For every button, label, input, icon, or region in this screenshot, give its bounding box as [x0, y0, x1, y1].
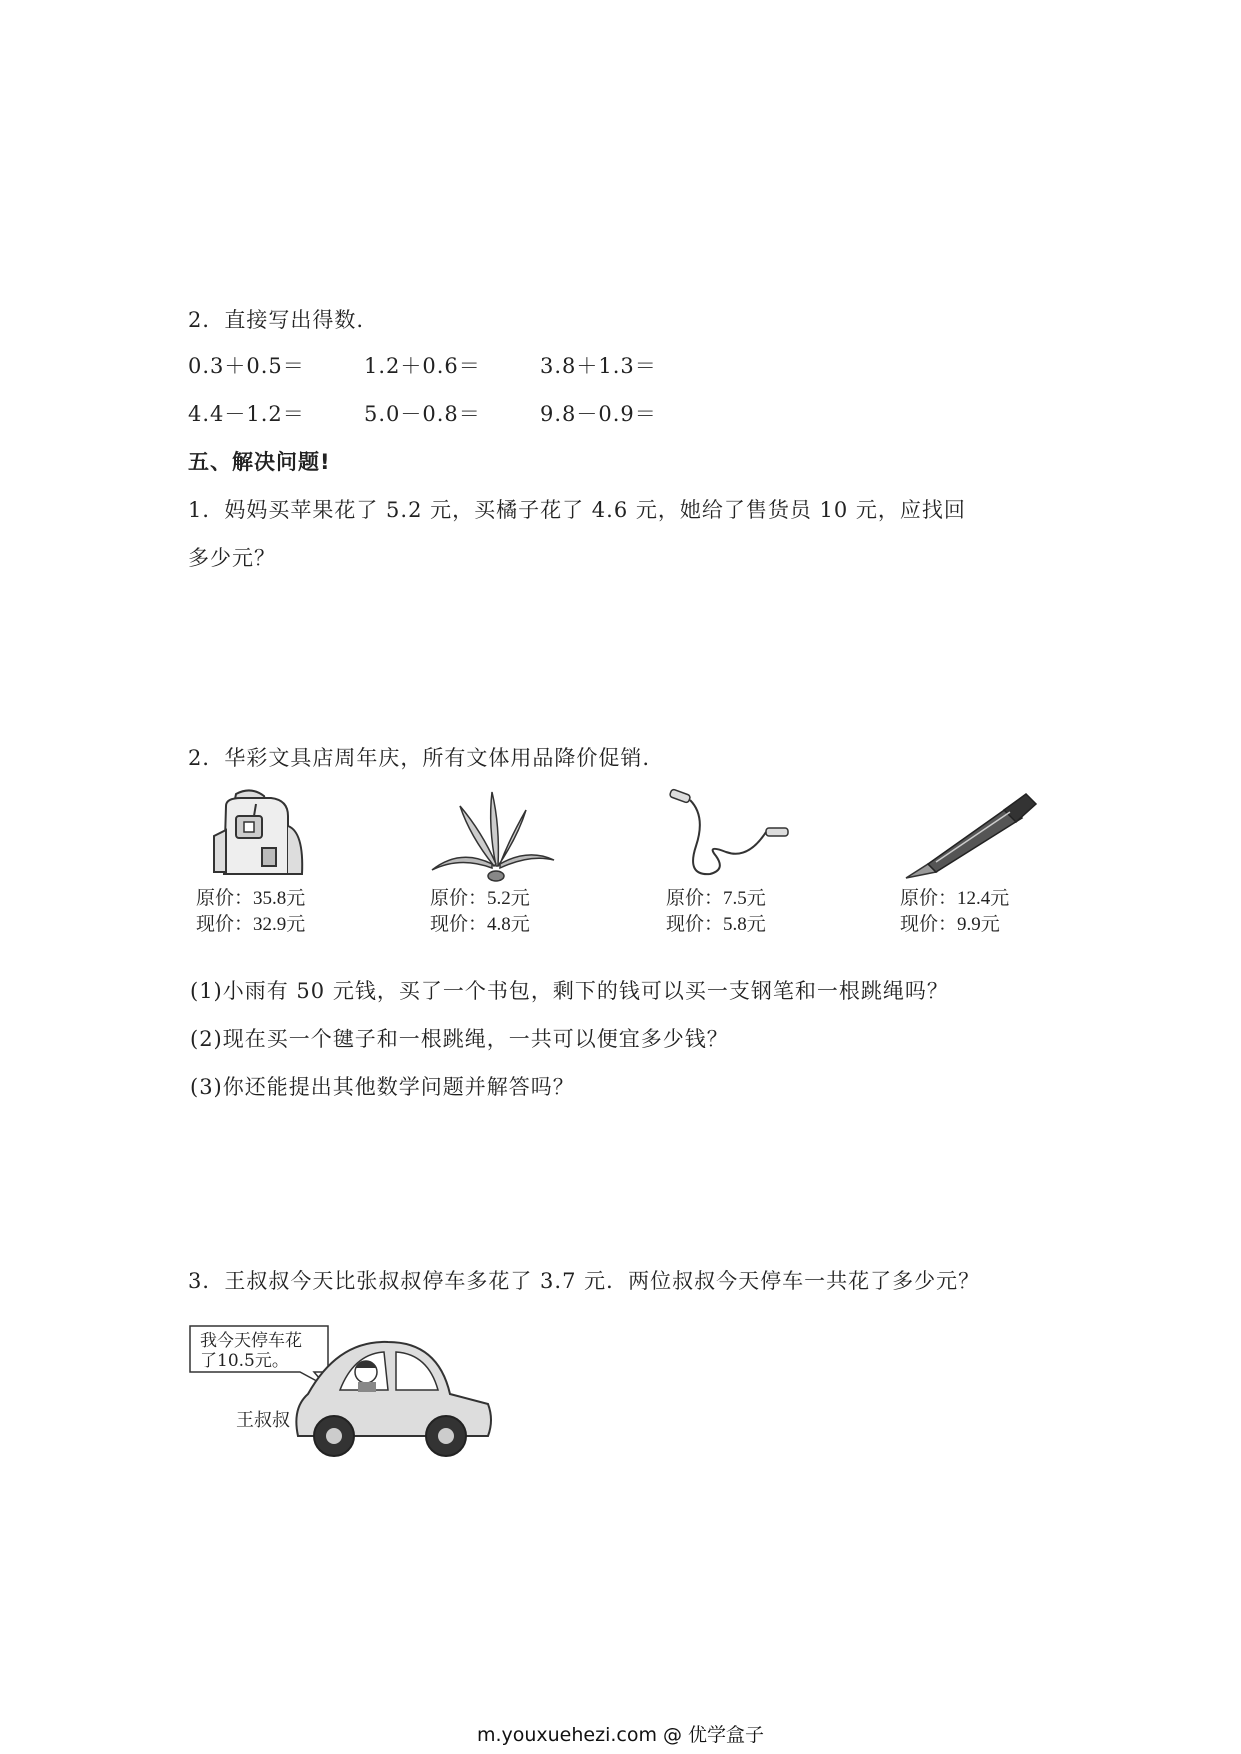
math-item: 3.8＋1.3＝ [540, 354, 657, 378]
speech-line-2: 了10.5元。 [200, 1351, 289, 1371]
question-3-title: 3．王叔叔今天比张叔叔停车多花了 3.7 元．两位叔叔今天停车一共花了多少元？ [188, 1269, 981, 1293]
mental-math-title: 2．直接写出得数. [188, 308, 365, 332]
math-item: 5.0－0.8＝ [364, 402, 481, 426]
original-price: 原价：7.5元 [666, 888, 766, 909]
car-illustration [188, 1324, 498, 1468]
math-item: 0.3＋0.5＝ [188, 354, 305, 378]
question-2-sub-2: (2)现在买一个毽子和一根跳绳，一共可以便宜多少钱？ [190, 1027, 729, 1051]
car-scene-icon [188, 1324, 498, 1464]
current-price: 现价：5.8元 [666, 914, 766, 935]
current-price: 现价：32.9元 [196, 914, 306, 935]
product-shuttlecock [430, 786, 590, 938]
question-2-sub-3: (3)你还能提出其他数学问题并解答吗？ [190, 1075, 575, 1099]
car-label: 王叔叔 [236, 1410, 290, 1431]
math-item: 4.4－1.2＝ [188, 402, 305, 426]
section-heading: 五、解决问题! [188, 450, 331, 474]
question-1-line-2: 多少元？ [188, 546, 276, 570]
product-jump-rope [666, 786, 826, 938]
footer-watermark: m.youxuehezi.com @ 优学盒子 [476, 1724, 765, 1746]
product-backpack [196, 786, 356, 938]
original-price: 原价：5.2元 [430, 888, 530, 909]
current-price: 现价：4.8元 [430, 914, 530, 935]
current-price: 现价：9.9元 [900, 914, 1000, 935]
math-item: 9.8－0.9＝ [540, 402, 657, 426]
original-price: 原价：35.8元 [196, 888, 306, 909]
speech-line-1: 我今天停车花 [200, 1331, 302, 1351]
backpack-icon [196, 786, 316, 886]
question-1-line-1: 1．妈妈买苹果花了 5.2 元，买橘子花了 4.6 元，她给了售货员 10 元，应找回 [188, 498, 966, 522]
original-price: 原价：12.4元 [900, 888, 1010, 909]
question-2-title: 2．华彩文具店周年庆，所有文体用品降价促销. [188, 746, 651, 770]
jump-rope-icon [666, 786, 796, 886]
product-fountain-pen [900, 786, 1060, 938]
question-2-sub-1: (1)小雨有 50 元钱，买了一个书包，剩下的钱可以买一支钢笔和一根跳绳吗？ [190, 979, 949, 1003]
fountain-pen-icon [900, 786, 1040, 886]
math-item: 1.2＋0.6＝ [364, 354, 481, 378]
shuttlecock-icon [430, 786, 560, 886]
